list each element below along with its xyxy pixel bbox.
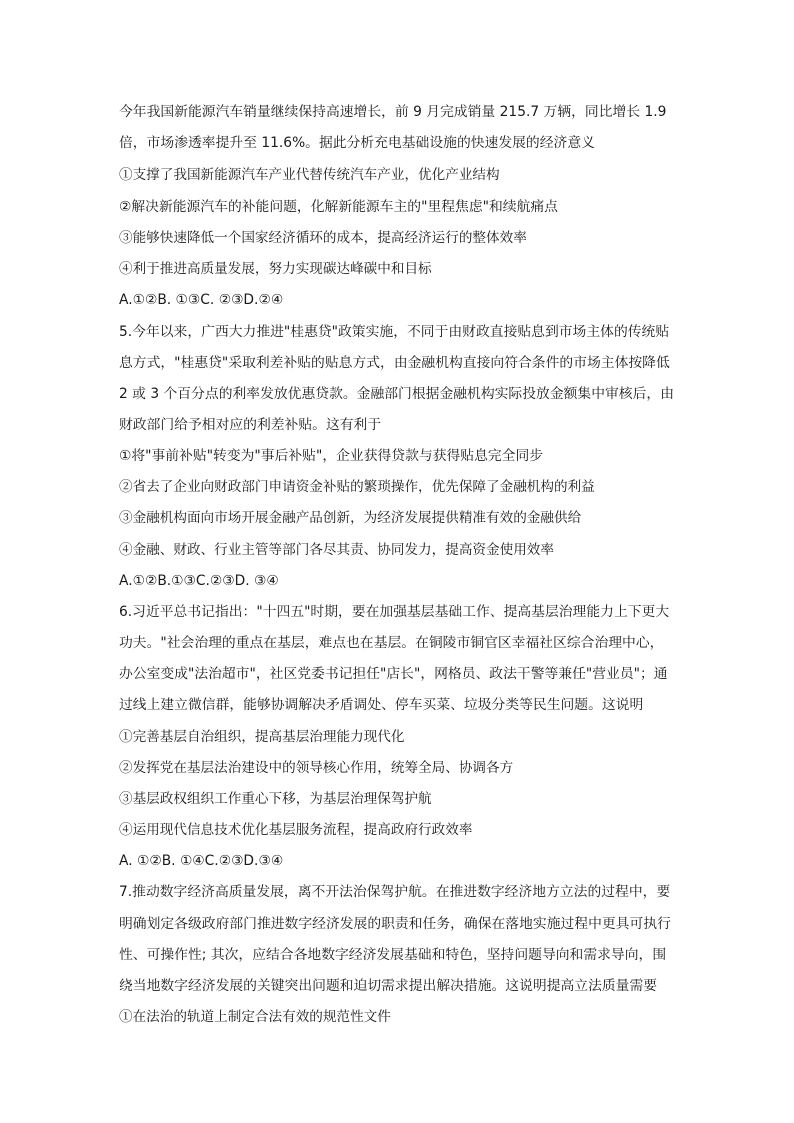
option-line: ②省去了企业向财政部门申请资金补贴的繁琐操作，优先保障了金融机构的利益 <box>119 479 595 495</box>
question-6-text: 功夫。"社会治理的重点在基层，难点也在基层。在铜陵市铜官区幸福社区综合治理中心， <box>119 635 664 651</box>
question-5-text: 财政部门给予相对应的利差补贴。这有利于 <box>119 417 382 433</box>
option-line: ④运用现代信息技术优化基层服务流程，提高政府行政效率 <box>119 822 473 838</box>
question-5-text: 2 或 3 个百分点的利率发放优惠贷款。金融部门根据金融机构实际投放金额集中审核后，由 <box>119 386 674 402</box>
question-7-text: 绕当地数字经济发展的关键突出问题和迫切需求提出解决措施。这说明提高立法质量需要 <box>119 978 658 994</box>
question-6-text: 6.习近平总书记指出："十四五"时期，要在加强基层基础工作、提高基层治理能力上下更大 <box>119 604 670 620</box>
text-line: 倍，市场渗透率提升至 11.6%。据此分析充电基础设施的快速发展的经济意义 <box>119 135 595 151</box>
option-line: ④金融、财政、行业主管等部门各尽其责、协同发力，提高资金使用效率 <box>119 542 554 558</box>
question-5-text: 5.今年以来，广西大力推进"桂惠贷"政策实施，不同于由财政直接贴息到市场主体的传统贴 <box>119 324 670 340</box>
question-7-text: 性、可操作性; 其次，应结合各地数字经济发展基础和特色，坚持问题导向和需求导向，围 <box>119 947 667 963</box>
question-6-text: 过线上建立微信群，能够协调解决矛盾调处、停车买菜、垃圾分类等民生问题。这说明 <box>119 697 644 713</box>
option-line: ③能够快速降低一个国家经济循环的成本，提高经济运行的整体效率 <box>119 230 527 246</box>
option-line: ①支撑了我国新能源汽车产业代替传统汽车产业，优化产业结构 <box>119 167 500 183</box>
answer-choices: A.①②B. ①③C. ②③D.②④ <box>119 292 284 308</box>
question-5-text: 息方式，"桂惠贷"采取利差补贴的贴息方式，由金融机构直接向符合条件的市场主体按降低 <box>119 355 670 371</box>
question-7-text: 明确划定各级政府部门推进数字经济发展的职责和任务，确保在落地实施过程中更具可执行 <box>119 916 671 932</box>
option-line: ③金融机构面向市场开展金融产品创新，为经济发展提供精准有效的金融供给 <box>119 510 582 526</box>
option-line: ②解决新能源汽车的补能问题，化解新能源车主的"里程焦虑"和续航痛点 <box>119 199 558 215</box>
option-line: ①完善基层自治组织，提高基层治理能力现代化 <box>119 729 405 745</box>
answer-choices: A. ①②B. ①④C.②③D.③④ <box>119 853 284 869</box>
text-line: 今年我国新能源汽车销量继续保持高速增长，前 9 月完成销量 215.7 万辆，同比增长 1.9 <box>119 104 667 120</box>
option-line: ④利于推进高质量发展，努力实现碳达峰碳中和目标 <box>119 261 432 277</box>
option-line: ③基层政权组织工作重心下移，为基层治理保驾护航 <box>119 791 432 807</box>
option-line: ②发挥党在基层法治建设中的领导核心作用，统筹全局、协调各方 <box>119 760 514 776</box>
option-line: ①在法治的轨道上制定合法有效的规范性文件 <box>119 1009 391 1025</box>
option-line: ①将"事前补贴"转变为"事后补贴"，企业获得贷款与获得贴息完全同步 <box>119 448 544 464</box>
question-6-text: 办公室变成"法治超市"，社区党委书记担任"店长"，网格员、政法干警等兼任"营业员"；通 <box>119 666 668 682</box>
question-7-text: 7.推动数字经济高质量发展，离不开法治保驾护航。在推进数字经济地方立法的过程中，要 <box>119 884 671 900</box>
answer-choices: A.①②B.①③C.②③D. ③④ <box>119 573 279 589</box>
